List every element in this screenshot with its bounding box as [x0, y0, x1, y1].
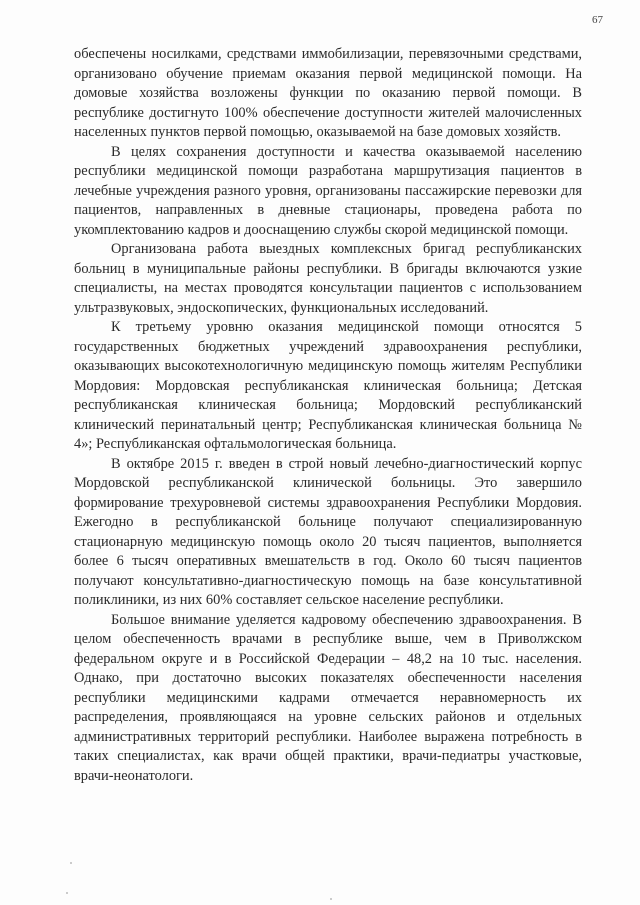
page-number: 67: [592, 14, 603, 26]
paragraph-third-level: К третьему уровню оказания медицинской помощи относятся 5 государственных бюджетных учреждений здравоохранения республики, оказывающих высокотехнологичную медицинскую помощь жителям Республики Мордовия: Мордовская республиканская клиническая больница; Детская республиканская клиническая больница; Мордовский республиканский клинический перинатальный центр; Республиканская клиническая больница № 4»; Республиканская офтальмологическая больница.: [74, 319, 582, 452]
paragraph-first-aid: обеспечены носилками, средствами иммобилизации, перевязочными средствами, организовано обучение приемам оказания первой медицинской помощи. На домовые хозяйства возложены функции по оказанию первой помощи. В республике достигнуто 100% обеспечение доступности жителей малочисленных населенных пунктов первой помощью, оказываемой на базе домовых хозяйств.: [74, 46, 582, 140]
scan-speck: [330, 898, 332, 900]
scan-speck: [66, 892, 68, 894]
paragraph-new-building: В октябре 2015 г. введен в строй новый лечебно-диагностический корпус Мордовской республиканской клинической больницы. Это завершило формирование трехуровневой системы здравоохранения Республики Мордовия. Ежегодно в республиканской больнице получают специализированную стационарную медицинскую помощь около 20 тысяч пациентов, выполняется более 6 тысяч оперативных вмешательств в год. Около 60 тысяч пациентов получают консультативно-диагностическую помощь на базе консультативной поликлиники, из них 60% составляет сельское население республики.: [74, 455, 582, 608]
scan-speck: [70, 862, 72, 864]
paragraph-mobile-teams: Организована работа выездных комплексных бригад республиканских больниц в муниципальные районы республики. В бригады включаются узкие специалисты, на местах проводятся консультации пациентов с использованием ультразвуковых, эндоскопических, функциональных исследований.: [74, 241, 582, 316]
paragraph-routing: В целях сохранения доступности и качества оказываемой населению республики медицинской помощи разработана маршрутизация пациентов в лечебные учреждения разного уровня, организованы пассажирские перевозки для пациентов, направленных в дневные стационары, проведена работа по укомплектованию кадров и дооснащению службы скорой медицинской помощи.: [74, 143, 582, 238]
body-text: [74, 45, 582, 786]
paragraph-staffing: Большое внимание уделяется кадровому обеспечению здравоохранения. В целом обеспеченность врачами в республике выше, чем в Приволжском федеральном округе и в Российской Федерации – 48,2 на 10 тыс. населения. Однако, при достаточно высоких показателях обеспеченности населения республики медицинскими кадрами отмечается неравномерность их распределения, проявляющаяся на уровне сельских районов и отдельных административных территорий республики. Наиболее выражена потребность в таких специалистах, как врачи общей практики, врачи-педиатры участковые, врачи-неонатологи.: [74, 611, 582, 784]
